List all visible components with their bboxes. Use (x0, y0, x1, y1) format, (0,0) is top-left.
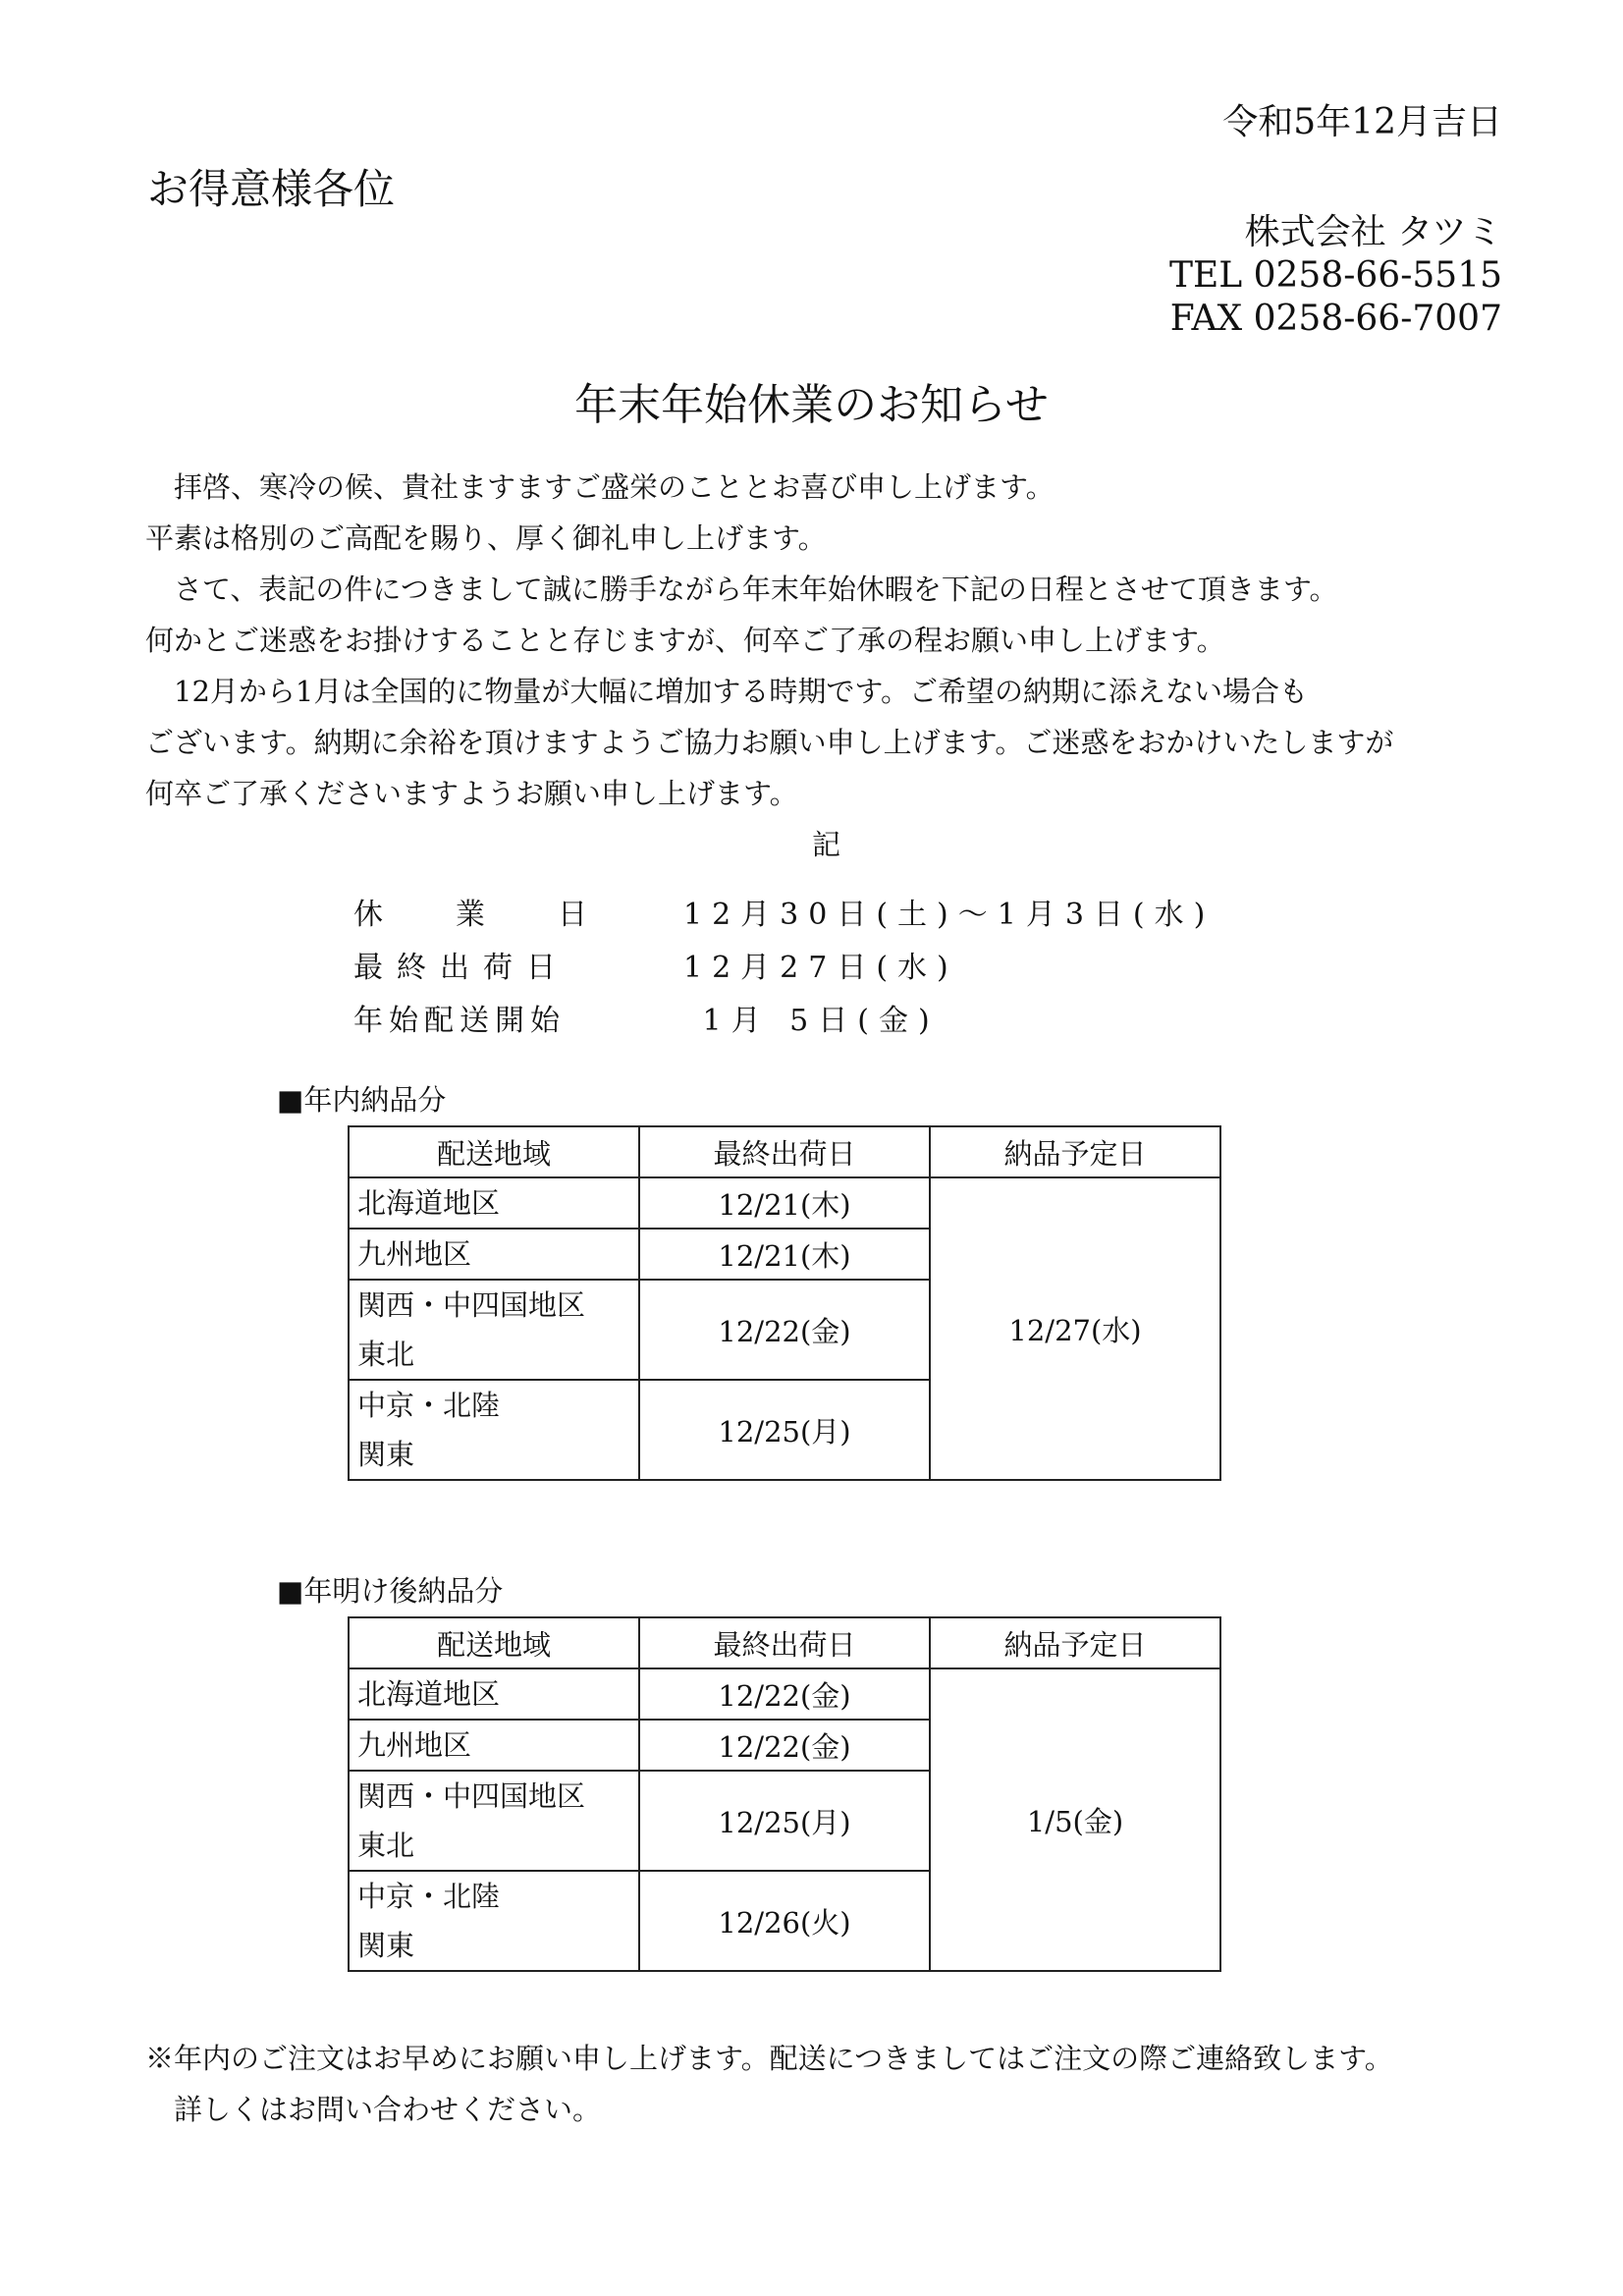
delivery-date-cell: 1/5(金) (930, 1668, 1220, 1971)
area-cell: 九州地区 (349, 1720, 639, 1771)
area-line: 関東 (357, 1929, 415, 1962)
table-header-row (349, 1126, 1220, 1177)
section-heading-new-year: ■年明け後納品分 (277, 1574, 504, 1608)
area-line: 関東 (357, 1438, 415, 1471)
footnote-line: 詳しくはお問い合わせください。 (145, 2093, 602, 2126)
area-line: 中京・北陸 (357, 1880, 501, 1913)
area-cell (349, 1871, 639, 1971)
area-cell (349, 1380, 639, 1480)
ship-date-cell: 12/25(月) (639, 1380, 930, 1480)
delivery-table-new-year (348, 1616, 1221, 1972)
column-header: 配送地域 (349, 1126, 639, 1177)
letter-body (145, 462, 1393, 819)
schedule-label: 最終出荷日 (353, 951, 569, 985)
area-line: 中京・北陸 (357, 1389, 501, 1422)
delivery-table-year-end (348, 1125, 1221, 1481)
column-header: 最終出荷日 (639, 1126, 930, 1177)
body-line: ございます。納期に余裕を頂けますようご協力お願い申し上げます。ご迷惑をおかけいたしますが (145, 726, 1394, 759)
document-date: 令和5年12月吉日 (1222, 102, 1502, 142)
footnote (145, 2033, 1393, 2135)
schedule-label-char: 業 (456, 898, 487, 932)
area-cell: 北海道地区 (349, 1177, 639, 1229)
company-name: 株式会社 タツミ (1244, 212, 1502, 252)
column-header: 配送地域 (349, 1617, 639, 1668)
tel-number: TEL 0258-66-5515 (1168, 255, 1502, 296)
schedule-row (353, 889, 1215, 942)
schedule-row (353, 942, 1215, 995)
recipient: お得意様各位 (147, 165, 396, 213)
section-heading-year-end: ■年内納品分 (277, 1083, 447, 1117)
footnote-line: ※年内のご注文はお早めにお願い申し上げます。配送につきましてはご注文の際ご連絡致します。 (145, 2042, 1393, 2075)
schedule-value: 12月30日(土)～1月3日(水) (683, 898, 1216, 932)
area-cell: 九州地区 (349, 1229, 639, 1280)
area-cell (349, 1280, 639, 1380)
fax-number: FAX 0258-66-7007 (1169, 299, 1502, 339)
area-line: 東北 (357, 1338, 415, 1371)
ship-date-cell: 12/21(木) (639, 1177, 930, 1229)
body-line: 平素は格別のご高配を賜り、厚く御礼申し上げます。 (145, 521, 827, 555)
body-line: 12月から1月は全国的に物量が大幅に増加する時期です。ご希望の納期に添えない場合も (145, 675, 1309, 708)
ship-date-cell: 12/22(金) (639, 1668, 930, 1720)
ship-date-cell: 12/22(金) (639, 1280, 930, 1380)
column-header: 納品予定日 (930, 1126, 1220, 1177)
schedule-label: 年始配送開始 (353, 1004, 566, 1038)
area-cell (349, 1771, 639, 1871)
body-line: 何卒ご了承くださいますようお願い申し上げます。 (145, 777, 798, 810)
body-line: 拝啓、寒冷の候、貴社ますますご盛栄のこととお喜び申し上げます。 (145, 470, 1055, 504)
body-line: さて、表記の件につきまして誠に勝手ながら年末年始休暇を下記の日程とさせて頂きます。 (145, 573, 1338, 606)
table-row (349, 1668, 1220, 1720)
document-title: 年末年始休業のお知らせ (574, 380, 1049, 430)
area-line: 関西・中四国地区 (357, 1288, 586, 1322)
ship-date-cell: 12/22(金) (639, 1720, 930, 1771)
holiday-schedule (353, 889, 1215, 1048)
ship-date-cell: 12/21(木) (639, 1229, 930, 1280)
ship-date-cell: 12/25(月) (639, 1771, 930, 1871)
area-line: 東北 (357, 1829, 415, 1862)
schedule-label-char: 休 (353, 898, 385, 932)
schedule-value: 12月27日(水) (683, 951, 958, 985)
body-line: 何かとご迷惑をお掛けすることと存じますが、何卒ご了承の程お願い申し上げます。 (145, 624, 1225, 657)
column-header: 納品予定日 (930, 1617, 1220, 1668)
ship-date-cell: 12/26(火) (639, 1871, 930, 1971)
schedule-row (353, 995, 1215, 1048)
sender-block (1169, 211, 1502, 341)
column-header: 最終出荷日 (639, 1617, 930, 1668)
schedule-value: 1月 5日(金) (683, 1004, 940, 1038)
schedule-label-char: 日 (558, 898, 589, 932)
table-header-row (349, 1617, 1220, 1668)
table-row (349, 1177, 1220, 1229)
ki-heading: 記 (811, 828, 840, 861)
area-cell: 北海道地区 (349, 1668, 639, 1720)
schedule-label (353, 889, 589, 942)
area-line: 関西・中四国地区 (357, 1779, 586, 1813)
delivery-date-cell: 12/27(水) (930, 1177, 1220, 1480)
